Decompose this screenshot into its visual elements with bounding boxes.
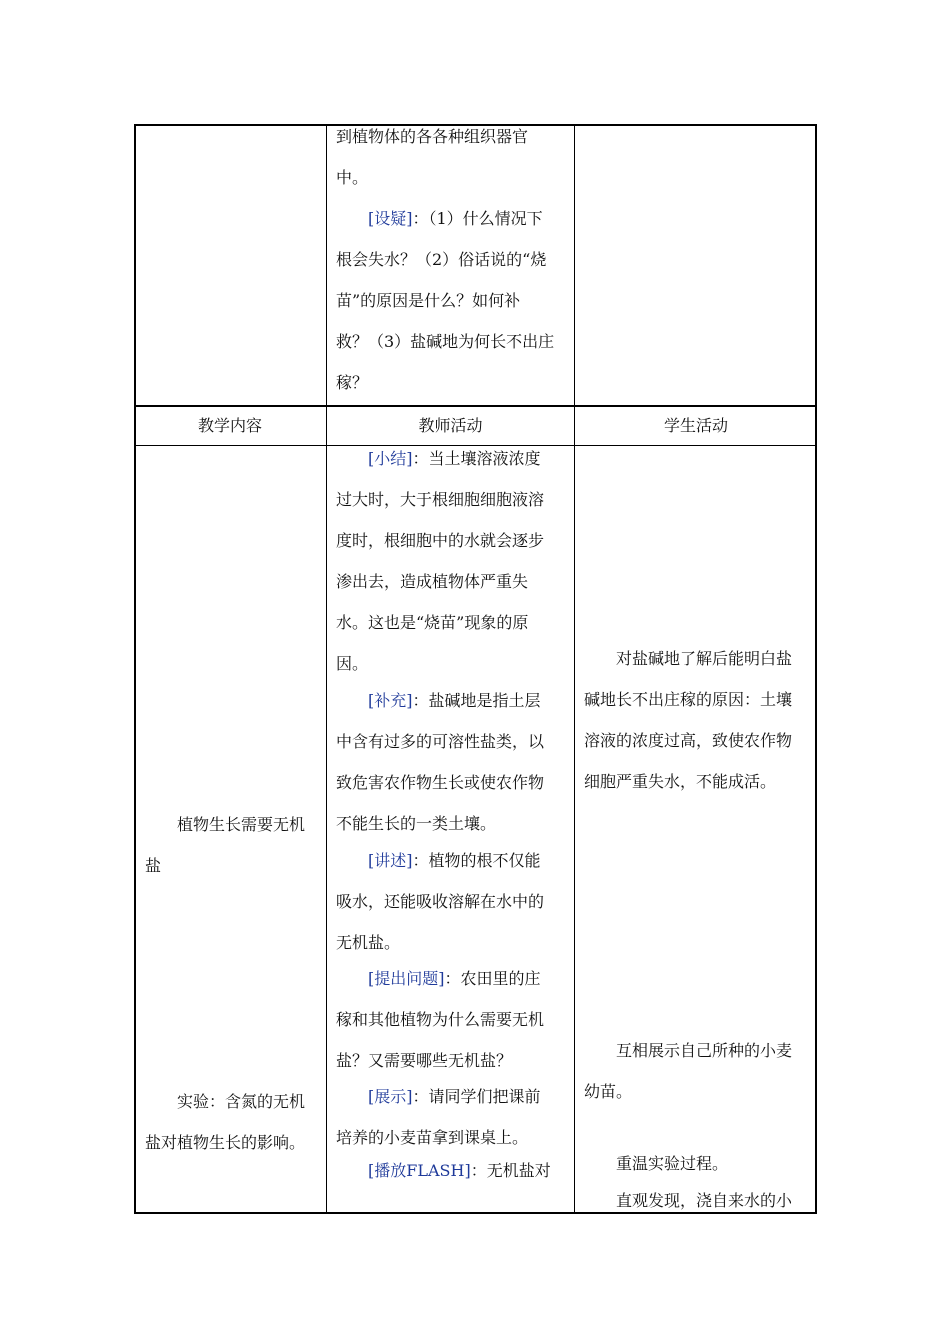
top-teacher-cell <box>336 116 554 403</box>
content-item-2 <box>145 1081 305 1163</box>
text-line: 中。 <box>336 168 369 187</box>
text-line: [讲述]：植物的根不仅能 <box>368 851 541 870</box>
student-s3 <box>584 1143 728 1184</box>
text-line: [小结]：当土壤溶液浓度 <box>368 449 541 468</box>
text-line: 中含有过多的可溶性盐类，以 <box>336 732 545 751</box>
header-teacher: 教师活动 <box>418 416 483 435</box>
text-line: [展示]：请同学们把课前 <box>368 1087 541 1106</box>
text-line: 对盐碱地了解后能明白盐 <box>616 649 793 668</box>
tag-tichu: [提出问题] <box>368 969 445 988</box>
header-content: 教学内容 <box>197 416 262 435</box>
tag-jiangshu: [讲述] <box>368 851 413 870</box>
text-line: 致危害农作物生长或使农作物 <box>336 773 545 792</box>
teacher-xiaojie <box>336 438 544 684</box>
tag-setyi: [设疑] <box>368 209 413 228</box>
text-line: 渗出去，造成植物体严重失 <box>336 572 529 591</box>
text-line: 溶液的浓度过高，致使农作物 <box>584 731 793 750</box>
text-line: 盐 <box>145 856 162 875</box>
column-divider-2 <box>574 124 575 1214</box>
text-line: 苗”的原因是什么？如何补 <box>336 291 521 310</box>
text-line: 植物生长需要无机 <box>177 815 306 834</box>
text-line: 水。这也是“烧苗”现象的原 <box>336 613 529 632</box>
text-line: 度时，根细胞中的水就会逐步 <box>336 531 545 550</box>
text-line: 吸水，还能吸收溶解在水中的 <box>336 892 545 911</box>
teacher-bofang <box>336 1150 551 1191</box>
text-line: [设疑]：（1）什么情况下 <box>368 209 543 228</box>
teacher-buchong <box>336 680 544 844</box>
column-divider-1 <box>326 124 327 1214</box>
text-line: 细胞严重失水，不能成活。 <box>584 772 777 791</box>
text-line: 培养的小麦苗拿到课桌上。 <box>336 1128 529 1147</box>
teacher-tichu <box>336 958 544 1081</box>
text-line: 重温实验过程。 <box>616 1154 729 1173</box>
student-s4 <box>584 1180 792 1221</box>
text-line: 救？（3）盐碱地为何长不出庄 <box>336 332 555 351</box>
text-line: 稼？ <box>336 373 369 392</box>
text-line: 互相展示自己所种的小麦 <box>616 1041 793 1060</box>
tag-bofang: [播放FLASH] <box>368 1161 471 1180</box>
content-item-1 <box>145 804 305 886</box>
text-line: 根会失水？（2）俗话说的“烧 <box>336 250 547 269</box>
text-line: 盐对植物生长的影响。 <box>145 1133 306 1152</box>
text-line: 因。 <box>336 654 369 673</box>
text-line: 碱地长不出庄稼的原因：土壤 <box>584 690 793 709</box>
tag-buchong: [补充] <box>368 691 413 710</box>
text-line: 稼和其他植物为什么需要无机 <box>336 1010 545 1029</box>
tag-zhanshi: [展示] <box>368 1087 413 1106</box>
text-line: 过大时，大于根细胞细胞液溶 <box>336 490 545 509</box>
student-s1 <box>584 638 792 802</box>
text-line: 无机盐。 <box>336 933 401 952</box>
teacher-zhanshi <box>336 1076 541 1158</box>
student-s2 <box>584 1030 792 1112</box>
text-line: 幼苗。 <box>584 1082 633 1101</box>
text-line: 直观发现，浇自来水的小 <box>616 1191 793 1210</box>
text-line: 盐？又需要哪些无机盐？ <box>336 1051 513 1070</box>
tag-xiaojie: [小结] <box>368 449 413 468</box>
header-student: 学生活动 <box>663 416 728 435</box>
text-line: [补充]：盐碱地是指土层 <box>368 691 541 710</box>
text-line: 不能生长的一类土壤。 <box>336 814 497 833</box>
text-line: [提出问题]：农田里的庄 <box>368 969 541 988</box>
text-line: 实验：含氮的无机 <box>177 1092 306 1111</box>
text-line: 到植物体的各各种组织器官 <box>336 127 529 146</box>
teacher-jiangshu <box>336 840 544 963</box>
text-line: [播放FLASH]：无机盐对 <box>368 1161 551 1180</box>
